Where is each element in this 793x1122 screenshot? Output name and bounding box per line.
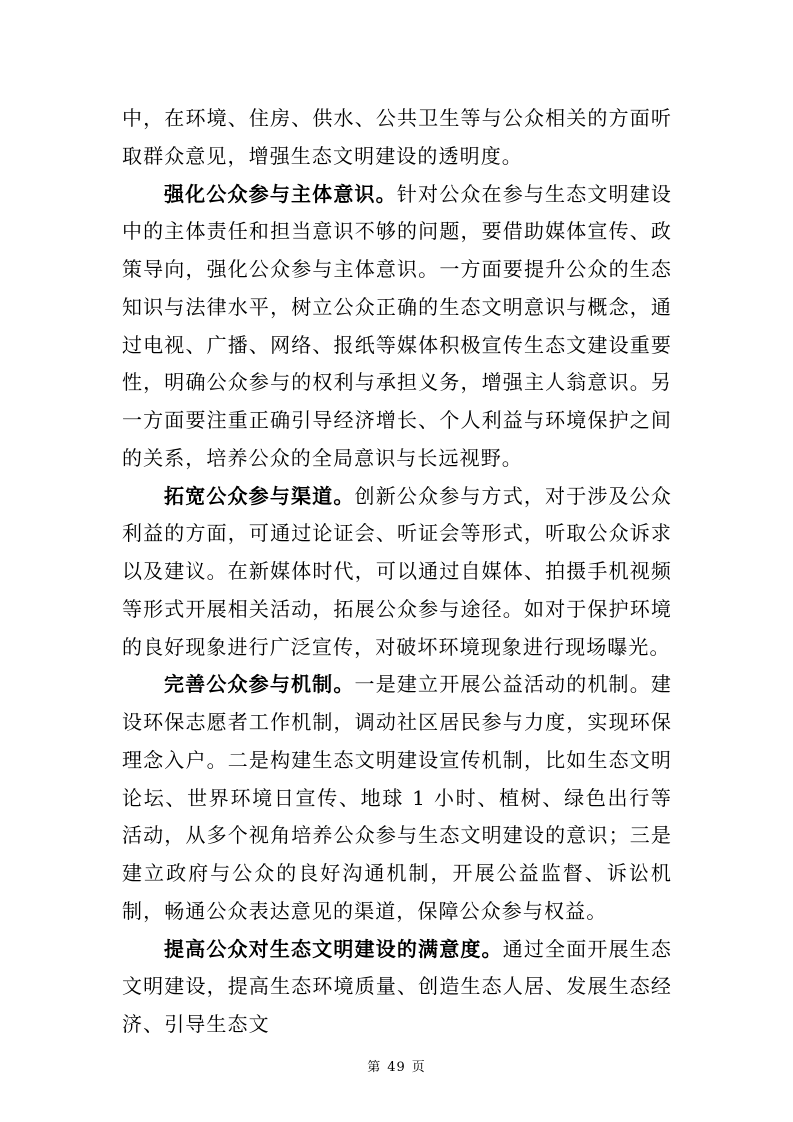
paragraph-satisfaction <box>122 931 672 1044</box>
paragraph-body: 创新公众参与方式，对于涉及公众利益的方面，可通过论证会、听证会等形式，听取公众诉求以及建议。在新媒体时代，可以通过自媒体、拍摄手机视频等形式开展相关活动，拓展公众参与途径。如对于保护环境的良好现象进行广泛宣传，对破坏环境现象进行现场曝光。 <box>122 483 673 659</box>
paragraph-continuation <box>122 100 672 176</box>
paragraph-public-awareness <box>122 176 672 478</box>
paragraph-participation-channels <box>122 478 672 667</box>
paragraph-body: 中，在环境、住房、供水、公共卫生等与公众相关的方面听取群众意见，增强生态文明建设的透明度。 <box>122 106 672 168</box>
paragraph-body: 通过全面开展生态文明建设，提高生态环境质量、创造生态人居、发展生态经济、引导生态文 <box>122 936 672 1036</box>
paragraph-participation-mechanism <box>122 666 672 930</box>
paragraph-body: 针对公众在参与生态文明建设中的主体责任和担当意识不够的问题，要借助媒体宣传、政策导向，强化公众参与主体意识。一方面要提升公众的生态知识与法律水平，树立公众正确的生态文明意识与概念，通过电视、广播、网络、报纸等媒体积极宣传生态文建设重要性，明确公众参与的权利与承担义务，增强主人翁意识。另一方面要注重正确引导经济增长、个人利益与环境保护之间的关系，培养公众的全局意识与长远视野。 <box>122 181 672 470</box>
body-text <box>122 100 672 1044</box>
page-number-suffix: 页 <box>411 1060 426 1075</box>
section-heading: 提高公众对生态文明建设的满意度。 <box>164 936 503 961</box>
page-number-prefix: 第 <box>367 1060 382 1075</box>
page-number-value: 49 <box>387 1060 406 1075</box>
section-heading: 完善公众参与机制。 <box>164 672 355 697</box>
page-number <box>0 1060 793 1076</box>
section-heading: 强化公众参与主体意识。 <box>164 181 397 206</box>
paragraph-body: 一是建立开展公益活动的机制。建设环保志愿者工作机制，调动社区居民参与力度，实现环保理念入户。二是构建生态文明建设宣传机制，比如生态文明论坛、世界环境日宣传、地球 1 小时、植树、绿色出行等活动，从多个视角培养公众参与生态文明建设的意识；三是建立政府与公众的良好沟通机制，开展公益监督、诉讼机制，畅通公众表达意见的渠道，保障公众参与权益。 <box>122 672 673 923</box>
section-heading: 拓宽公众参与渠道。 <box>164 483 355 508</box>
